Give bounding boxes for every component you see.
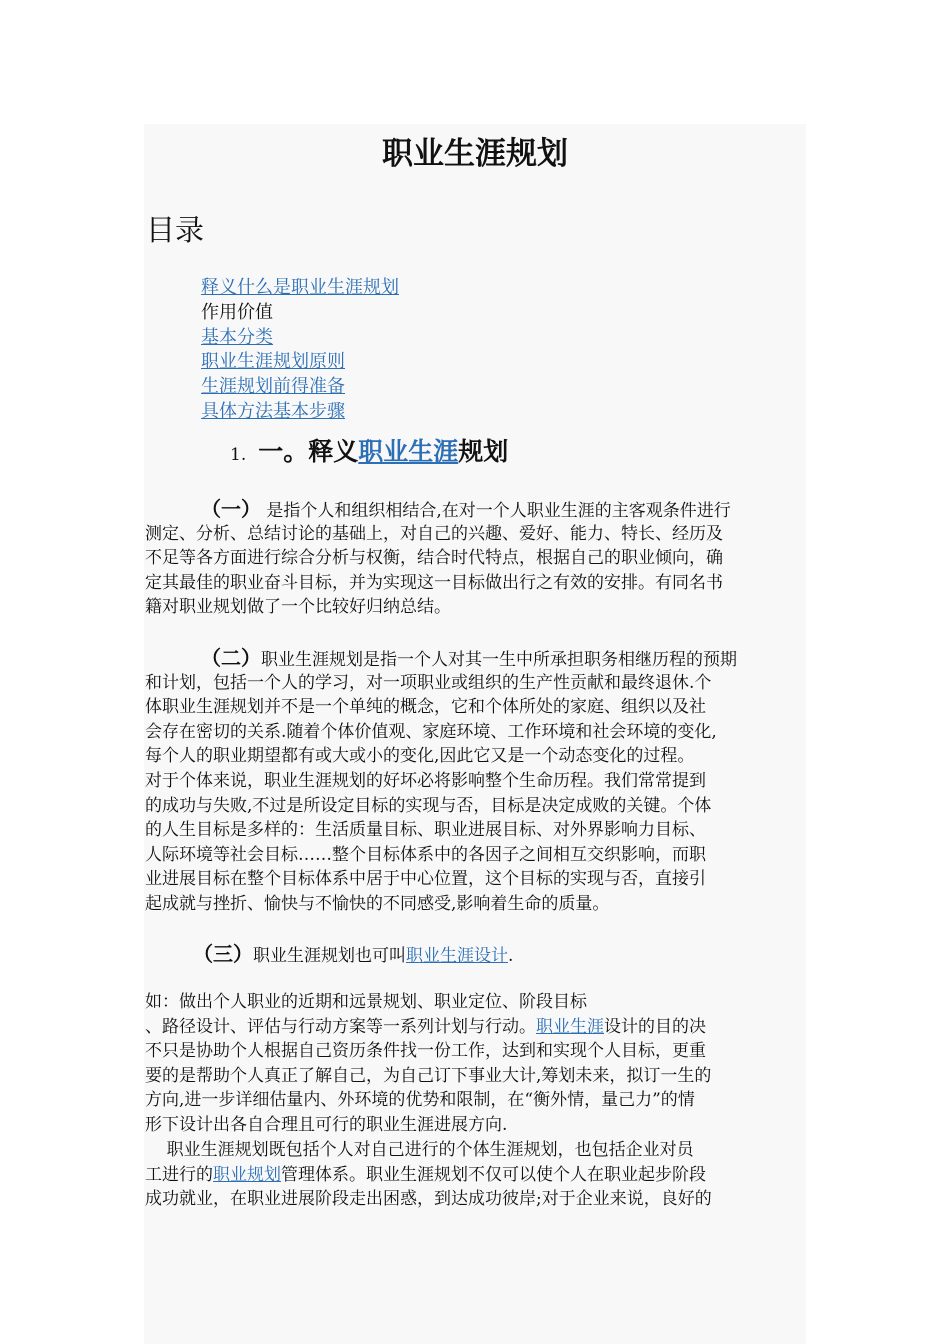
document-title: 职业生涯规划 — [382, 136, 568, 172]
paragraph-line: 会存在密切的关系.随着个体价值观、家庭环境、工作环境和社会环境的变化, — [145, 721, 717, 742]
table-of-contents — [201, 276, 399, 425]
inline-link[interactable]: 职业规划 — [213, 1164, 281, 1185]
toc-item — [201, 301, 399, 326]
paragraph-3 — [145, 942, 513, 967]
paragraph-line: 起成就与挫折、愉快与不愉快的不同感受,影响着生命的质量。 — [145, 893, 610, 914]
paragraph-line: 成功就业，在职业进展阶段走出困惑，到达成功彼岸;对于企业来说，良好的 — [145, 1189, 712, 1210]
toc-text: 作用价值 — [201, 301, 273, 323]
section-heading — [230, 432, 508, 468]
paragraph-text: 管理体系。职业生涯规划不仅可以使个人在职业起步阶段 — [281, 1164, 706, 1185]
paragraph-text: . — [508, 946, 514, 966]
paragraph-5 — [145, 1138, 712, 1212]
toc-link[interactable]: 释义什么是职业生涯规划 — [201, 277, 399, 298]
paragraph-line: 不足等各方面进行综合分析与权衡，结合时代特点，根据自己的职业倾向，确 — [145, 548, 723, 569]
paragraph-line: 体职业生涯规划并不是一个单纯的概念，它和个体所处的家庭、组织以及社 — [145, 697, 706, 718]
paragraph-line: 人际环境等社会目标……整个目标体系中的各因子之间相互交织影响，而职 — [145, 844, 706, 865]
paragraph-line: 如：做出个人职业的近期和远景规划、职业定位、阶段目标 — [145, 992, 587, 1012]
paragraph-line: 是指个人和组织相结合,在对一个人职业生涯的主客观条件进行 — [261, 501, 731, 521]
toc-item[interactable] — [201, 326, 399, 351]
inline-link[interactable]: 职业生涯 — [536, 1016, 604, 1037]
paragraph-line: 业进展目标在整个目标体系中居于中心位置，这个目标的实现与否，直接引 — [145, 869, 706, 890]
paragraph-line: 每个人的职业期望都有或大或小的变化,因此它又是一个动态变化的过程。 — [145, 746, 695, 767]
paragraph-line: 测定、分析、总结讨论的基础上，对自己的兴趣、爱好、能力、特长、经历及 — [145, 523, 723, 544]
paragraph-line: 职业生涯规划既包括个人对自己进行的个体生涯规划，也包括企业对员 — [145, 1140, 694, 1160]
paragraph-line: 的人生目标是多样的：生活质量目标、职业进展目标、对外界影响力目标、 — [145, 820, 706, 841]
paragraph-line: 对于个体来说，职业生涯规划的好坏必将影响整个生命历程。我们常常提到 — [145, 770, 706, 791]
paragraph-line: 形下设计出各自合理且可行的职业生涯进展方向. — [145, 1114, 508, 1135]
paragraph-marker: （二） — [201, 646, 261, 670]
paragraph-line: 的成功与失败,不过是所设定目标的实现与否，目标是决定成败的关键。个体 — [145, 795, 712, 816]
paragraph-line: 要的是帮助个人真正了解自己，为自己订下事业大计,筹划未来，拟订一生的 — [145, 1065, 712, 1086]
paragraph-text: 、路径设计、评估与行动方案等一系列计划与行动。 — [145, 1016, 536, 1037]
paragraph-text: 职业生涯规划也可叫 — [253, 946, 406, 966]
inline-link[interactable]: 职业生涯设计 — [406, 946, 508, 966]
toc-item[interactable] — [201, 375, 399, 400]
toc-link[interactable]: 职业生涯规划原则 — [201, 351, 345, 373]
toc-item[interactable] — [201, 400, 399, 425]
paragraph-line: 不只是协助个人根据自己资历条件找一份工作，达到和实现个人目标，更重 — [145, 1041, 706, 1062]
toc-heading: 目录 — [146, 213, 205, 247]
paragraph-line: 和计划，包括一个人的学习，对一项职业或组织的生产性贡献和最终退休.个 — [145, 672, 712, 693]
toc-item[interactable] — [201, 276, 399, 301]
toc-link[interactable]: 具体方法基本步骤 — [201, 400, 345, 422]
paragraph-line: 籍对职业规划做了一个比较好归纳总结。 — [145, 597, 451, 618]
section-heading-suffix: 规划 — [458, 437, 509, 466]
toc-link[interactable]: 生涯规划前得准备 — [201, 376, 345, 398]
paragraph-text: 设计的目的决 — [604, 1016, 706, 1037]
toc-link[interactable]: 基本分类 — [201, 326, 273, 348]
paragraph-4 — [145, 990, 711, 1138]
section-heading-prefix: 一。释义 — [258, 437, 359, 466]
paragraph-marker: （三） — [193, 942, 253, 966]
paragraph-line: 方向,进一步详细估量内、外环境的优势和限制，在“衡外情，量己力”的情 — [145, 1090, 695, 1111]
section-number: 1. — [230, 445, 247, 465]
section-heading-link[interactable]: 职业生涯 — [358, 437, 459, 466]
paragraph-line: 职业生涯规划是指一个人对其一生中所承担职务相继历程的预期 — [261, 650, 737, 670]
paragraph-marker: （一） — [201, 497, 261, 521]
paragraph-text: 工进行的 — [145, 1164, 213, 1185]
paragraph-1 — [145, 497, 731, 620]
paragraph-2 — [145, 646, 737, 917]
toc-item[interactable] — [201, 350, 399, 375]
paragraph-line: 定其最佳的职业奋斗目标，并为实现这一目标做出行之有效的安排。有同名书 — [145, 572, 723, 593]
